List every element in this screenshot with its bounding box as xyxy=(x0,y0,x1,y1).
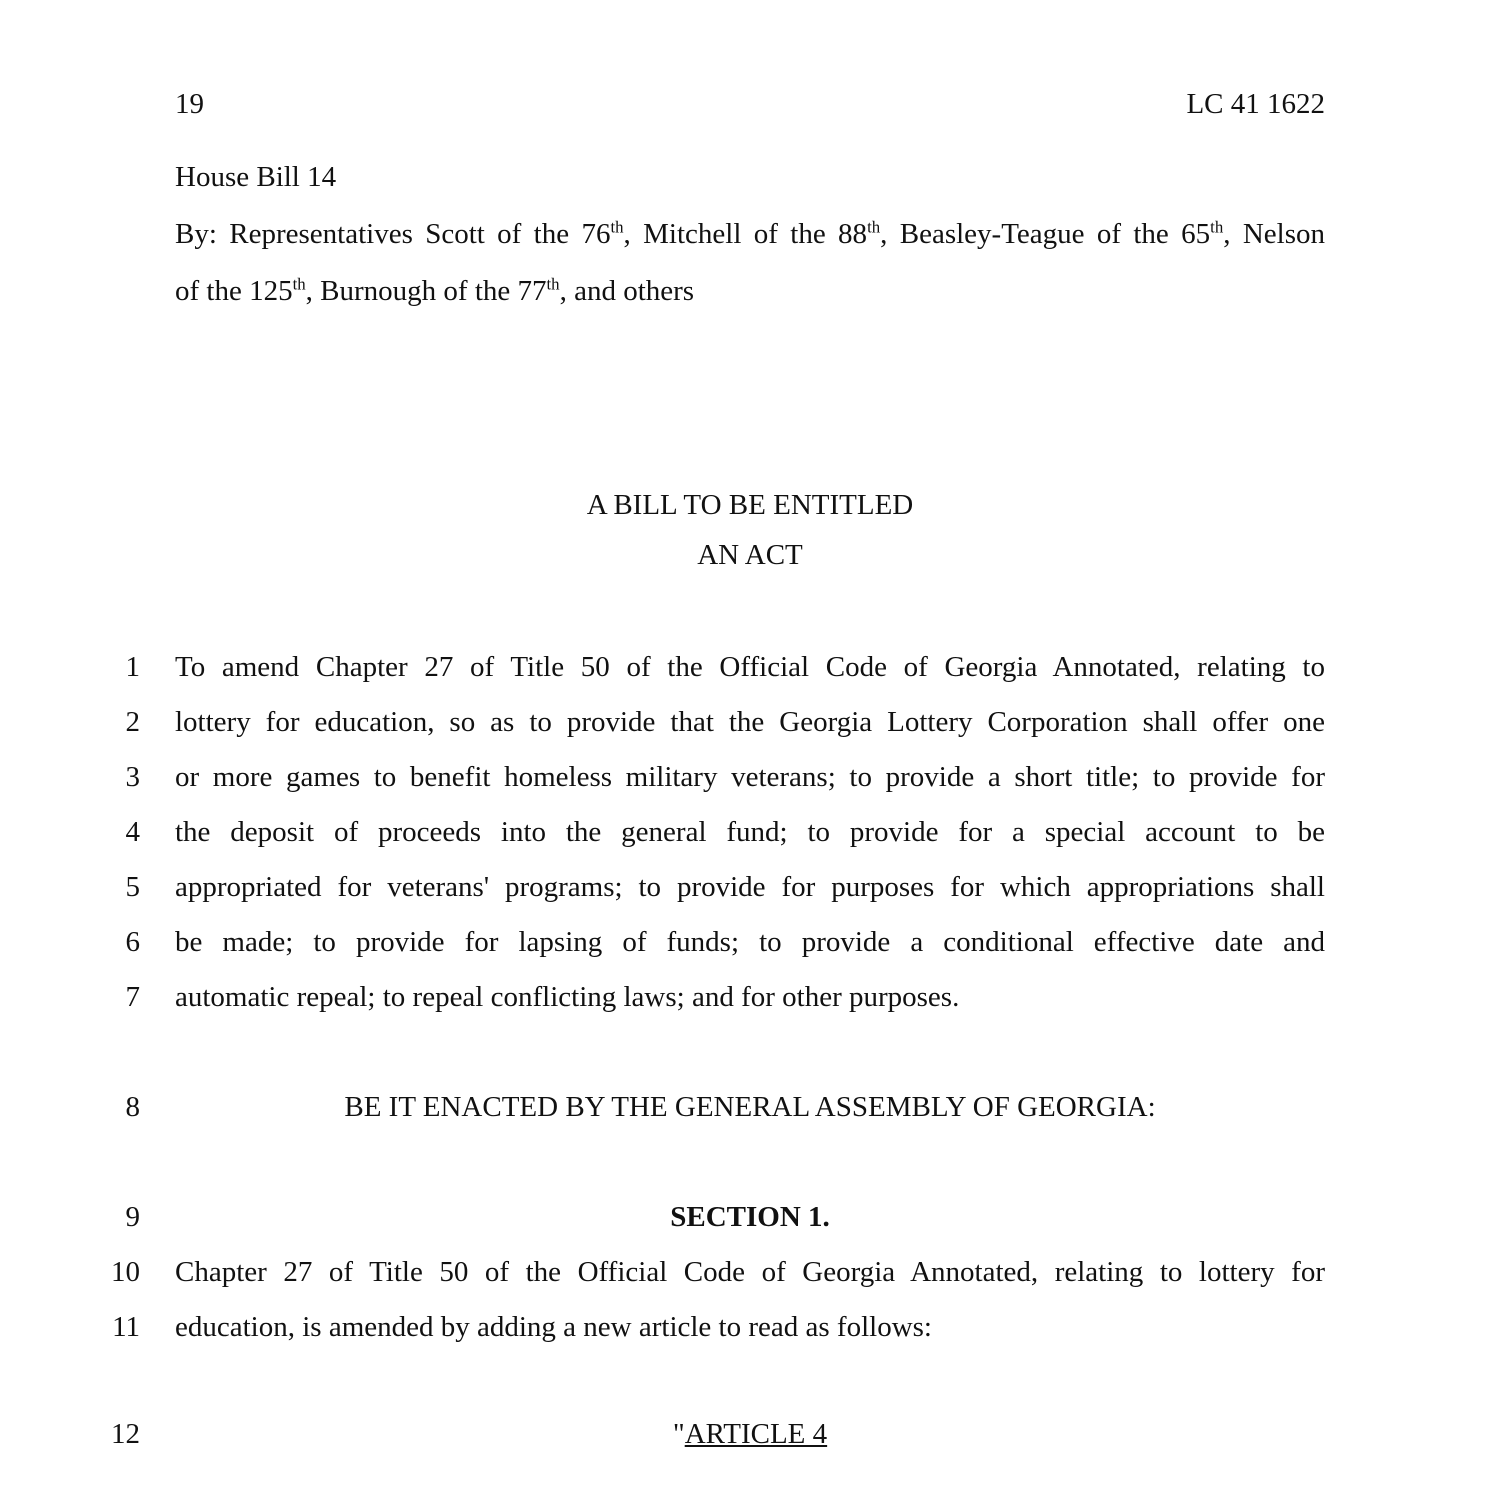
page-header xyxy=(0,0,1500,121)
line-text: To amend Chapter 27 of Title 50 of the Official Code of Georgia Annotated, relating to xyxy=(175,651,1325,683)
bill-body xyxy=(0,640,1500,1462)
line-text: the deposit of proceeds into the general fund; to provide for a special account to be xyxy=(175,816,1325,848)
bill-line xyxy=(0,1300,1500,1355)
line-number: 11 xyxy=(112,1311,140,1343)
bill-line xyxy=(0,750,1500,805)
bill-preamble xyxy=(175,149,1325,320)
title-an-act: AN ACT xyxy=(697,539,803,571)
line-text: education, is amended by adding a new article to read as follows: xyxy=(175,1311,932,1343)
bill-title-block xyxy=(0,480,1500,580)
line-number: 8 xyxy=(125,1091,140,1123)
bill-line xyxy=(0,695,1500,750)
line-number: 5 xyxy=(125,871,140,903)
bill-line xyxy=(0,915,1500,970)
bill-number: House Bill 14 xyxy=(175,161,337,193)
enacting-clause-text: BE IT ENACTED BY THE GENERAL ASSEMBLY OF GEORGIA: xyxy=(344,1091,1156,1123)
article-heading-text: ARTICLE 4 xyxy=(684,1418,828,1450)
line-text: lottery for education, so as to provide that the Georgia Lottery Corporation shall offer one xyxy=(175,706,1325,738)
bill-line xyxy=(0,640,1500,695)
title-entitled: A BILL TO BE ENTITLED xyxy=(586,489,914,521)
article-heading xyxy=(175,1407,1325,1462)
bill-line xyxy=(0,1245,1500,1300)
line-number: 4 xyxy=(125,816,140,848)
bill-line xyxy=(0,860,1500,915)
line-text: appropriated for veterans' programs; to provide for purposes for which appropriations shall xyxy=(175,871,1325,903)
bill-line xyxy=(0,970,1500,1025)
line-number: 6 xyxy=(125,926,140,958)
sponsors-line-1: By: Representatives Scott of the 76th, Mitchell of the 88th, Beasley-Teague of the 65th, Nelson xyxy=(175,217,1325,250)
bill-line-enacting-clause xyxy=(0,1080,1500,1135)
header-doc-code: LC 41 1622 xyxy=(1186,88,1325,120)
line-number: 12 xyxy=(111,1418,140,1450)
line-number: 9 xyxy=(125,1201,140,1233)
bill-line-article-heading xyxy=(0,1407,1500,1462)
section-heading: SECTION 1. xyxy=(670,1201,830,1233)
line-number: 2 xyxy=(125,706,140,738)
line-number: 1 xyxy=(125,651,140,683)
line-text: Chapter 27 of Title 50 of the Official Code of Georgia Annotated, relating to lottery for xyxy=(175,1256,1325,1288)
article-open-quote: " xyxy=(672,1418,685,1450)
line-number: 10 xyxy=(111,1256,140,1288)
line-number: 3 xyxy=(125,761,140,793)
sponsors-line-2: of the 125th, Burnough of the 77th, and others xyxy=(175,274,695,307)
line-text: be made; to provide for lapsing of funds; to provide a conditional effective date and xyxy=(175,926,1325,958)
bill-line-section-heading xyxy=(0,1190,1500,1245)
line-text: or more games to benefit homeless military veterans; to provide a short title; to provide for xyxy=(175,761,1325,793)
line-number: 7 xyxy=(125,981,140,1013)
line-text: automatic repeal; to repeal conflicting laws; and for other purposes. xyxy=(175,981,960,1013)
header-year: 19 xyxy=(175,88,204,120)
bill-line xyxy=(0,805,1500,860)
